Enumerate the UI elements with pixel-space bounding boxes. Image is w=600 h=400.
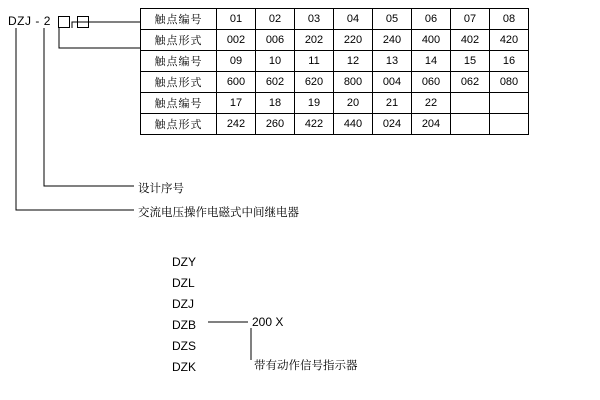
row-header: 触点形式 xyxy=(141,30,217,51)
model-code-series: 2 xyxy=(43,14,51,28)
list-item: DZS xyxy=(172,339,196,353)
table-cell: 422 xyxy=(295,114,334,135)
table-cell: 02 xyxy=(256,9,295,30)
table-cell: 204 xyxy=(412,114,451,135)
table-row xyxy=(141,72,529,93)
table-cell: 19 xyxy=(295,93,334,114)
table-cell: 202 xyxy=(295,30,334,51)
table-cell: 440 xyxy=(334,114,373,135)
table-cell xyxy=(451,93,490,114)
list-item: DZB xyxy=(172,318,196,332)
table-cell: 04 xyxy=(334,9,373,30)
table-cell: 08 xyxy=(490,9,529,30)
table-row xyxy=(141,9,529,30)
table-cell: 07 xyxy=(451,9,490,30)
table-cell: 14 xyxy=(412,51,451,72)
table-row xyxy=(141,51,529,72)
table-cell: 600 xyxy=(217,72,256,93)
row-header: 触点编号 xyxy=(141,51,217,72)
series-note: 带有动作信号指示器 xyxy=(254,360,358,372)
table-cell xyxy=(490,93,529,114)
table-cell: 420 xyxy=(490,30,529,51)
table-cell: 602 xyxy=(256,72,295,93)
row-header: 触点形式 xyxy=(141,114,217,135)
model-code-prefix: DZJ xyxy=(8,14,32,28)
table-cell: 060 xyxy=(412,72,451,93)
table-row xyxy=(141,114,529,135)
table-cell: 18 xyxy=(256,93,295,114)
table-cell: 13 xyxy=(373,51,412,72)
series-model-suffix: 200 X xyxy=(252,315,284,329)
model-code-dash: - xyxy=(35,14,40,28)
table-cell: 024 xyxy=(373,114,412,135)
list-item: DZK xyxy=(172,360,196,374)
table-cell: 402 xyxy=(451,30,490,51)
row-header: 触点编号 xyxy=(141,93,217,114)
contact-table-wrap xyxy=(140,8,529,135)
table-cell: 800 xyxy=(334,72,373,93)
list-item: DZL xyxy=(172,276,195,290)
table-row xyxy=(141,30,529,51)
annotation-design-number: 设计序号 xyxy=(138,183,184,195)
table-cell: 17 xyxy=(217,93,256,114)
row-header: 触点编号 xyxy=(141,9,217,30)
table-row xyxy=(141,93,529,114)
table-cell: 10 xyxy=(256,51,295,72)
table-cell: 05 xyxy=(373,9,412,30)
table-cell: 11 xyxy=(295,51,334,72)
table-cell: 080 xyxy=(490,72,529,93)
table-cell: 260 xyxy=(256,114,295,135)
table-cell xyxy=(451,114,490,135)
table-cell: 12 xyxy=(334,51,373,72)
table-cell: 22 xyxy=(412,93,451,114)
list-item: DZJ xyxy=(172,297,194,311)
table-cell: 240 xyxy=(373,30,412,51)
table-cell xyxy=(490,114,529,135)
table-cell: 15 xyxy=(451,51,490,72)
contact-table xyxy=(140,8,529,135)
table-cell: 03 xyxy=(295,9,334,30)
row-header: 触点形式 xyxy=(141,72,217,93)
model-code-box-2 xyxy=(77,16,89,28)
table-cell: 16 xyxy=(490,51,529,72)
table-cell: 21 xyxy=(373,93,412,114)
model-code-box-1 xyxy=(58,16,70,28)
table-cell: 09 xyxy=(217,51,256,72)
table-cell: 242 xyxy=(217,114,256,135)
model-code-label xyxy=(8,14,89,28)
list-item: DZY xyxy=(172,255,196,269)
series-list xyxy=(172,252,196,378)
table-cell: 620 xyxy=(295,72,334,93)
annotation-relay-description: 交流电压操作电磁式中间继电器 xyxy=(138,207,299,219)
table-cell: 002 xyxy=(217,30,256,51)
table-cell: 062 xyxy=(451,72,490,93)
table-cell: 06 xyxy=(412,9,451,30)
table-cell: 006 xyxy=(256,30,295,51)
table-cell: 220 xyxy=(334,30,373,51)
table-cell: 01 xyxy=(217,9,256,30)
table-cell: 400 xyxy=(412,30,451,51)
table-cell: 20 xyxy=(334,93,373,114)
table-cell: 004 xyxy=(373,72,412,93)
